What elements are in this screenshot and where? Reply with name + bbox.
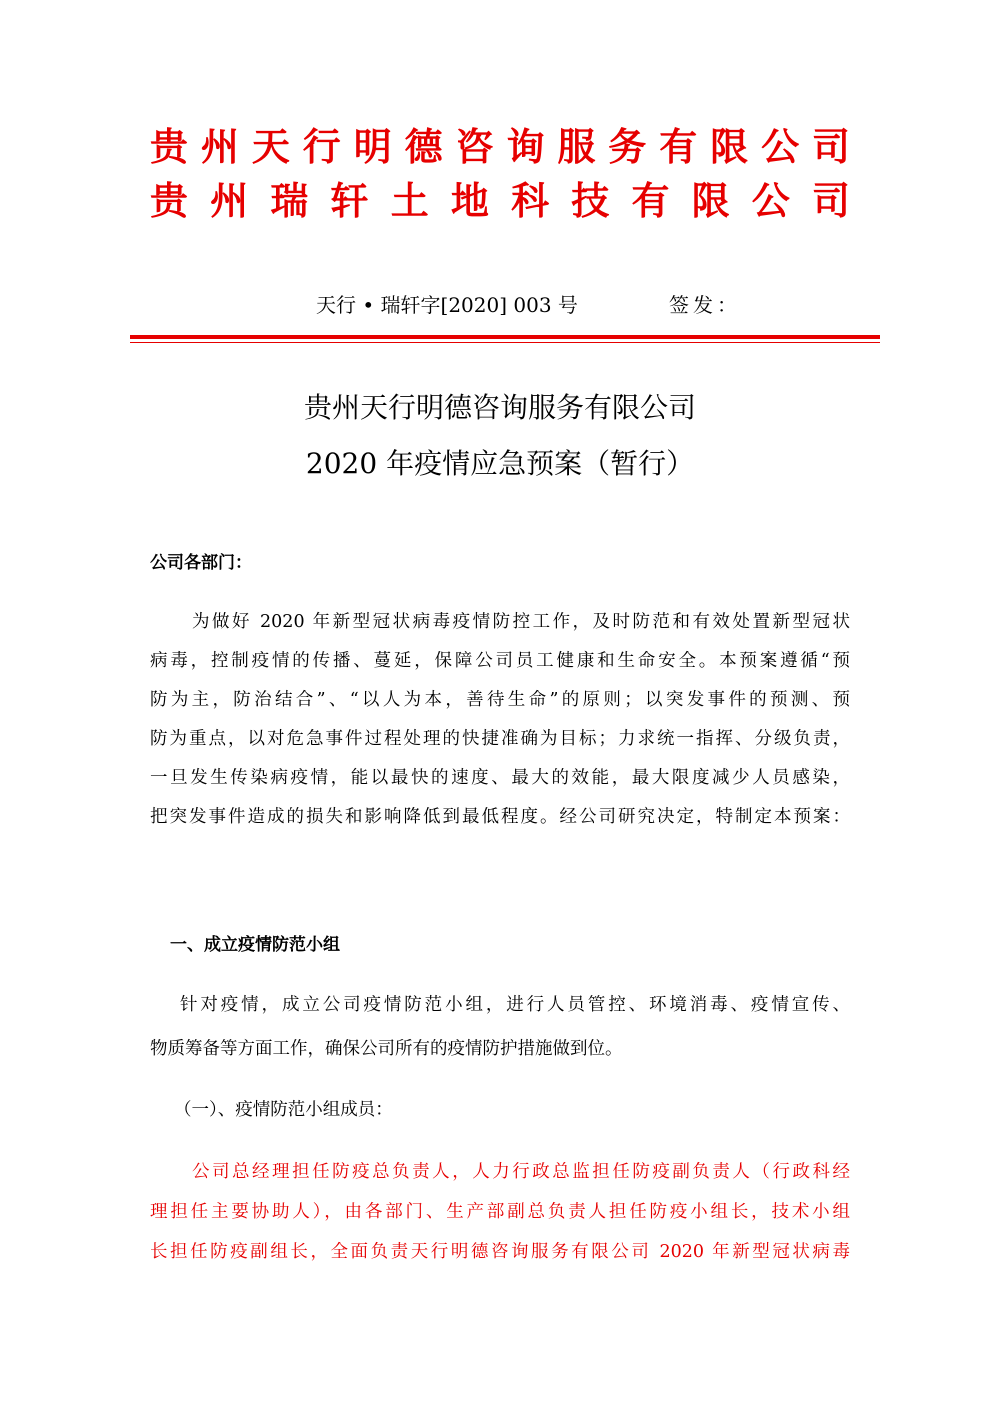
subsection-heading: （一）、疫情防范小组成员： [174,1100,393,1120]
intro-paragraph-line: 病毒，控制疫情的传播、蔓延，保障公司员工健康和生命安全。本预案遵循“预 [150,651,850,671]
members-paragraph-line: 长担任防疫副组长，全面负责天行明德咨询服务有限公司 2020 年新型冠状病毒 [150,1242,850,1262]
intro-paragraph-line: 防为主，防治结合”、“以人为本，善待生命”的原则；以突发事件的预测、预 [150,690,850,710]
letterhead-company-2: 贵州瑞轩土地科技有限公司 [150,178,850,223]
signer-label: 签发： [669,293,741,317]
letterhead-divider-thick [130,335,880,339]
intro-paragraph-line: 为做好 2020 年新型冠状病毒疫情防控工作，及时防范和有效处置新型冠状 [192,612,850,632]
document-number: 天行 • 瑞轩字[2020] 003 号 [316,293,578,317]
intro-paragraph-line: 一旦发生传染病疫情，能以最快的速度、最大的效能，最大限度减少人员感染， [150,768,850,788]
document-title-line-2: 2020 年疫情应急预案（暂行） [305,447,695,480]
section-heading: 一、成立疫情防范小组 [170,935,340,955]
letterhead-company-1: 贵州天行明德咨询服务有限公司 [150,124,850,169]
section-paragraph-line: 针对疫情，成立公司疫情防范小组，进行人员管控、环境消毒、疫情宣传、 [180,995,850,1015]
members-paragraph-line: 理担任主要协助人），由各部门、生产部副总负责人担任防疫小组长，技术小组 [150,1202,850,1222]
letterhead-divider-thin [130,342,880,343]
intro-paragraph-line: 防为重点，以对危急事件过程处理的快捷准确为目标；力求统一指挥、分级负责， [150,729,850,749]
document-title-line-1: 贵州天行明德咨询服务有限公司 [303,391,696,424]
intro-paragraph-line: 把突发事件造成的损失和影响降低到最低程度。经公司研究决定，特制定本预案： [150,807,850,827]
members-paragraph-line: 公司总经理担任防疫总负责人，人力行政总监担任防疫副负责人（行政科经 [192,1162,850,1182]
salutation: 公司各部门： [150,553,252,573]
section-paragraph-line: 物质筹备等方面工作，确保公司所有的疫情防护措施做到位。 [150,1039,623,1059]
